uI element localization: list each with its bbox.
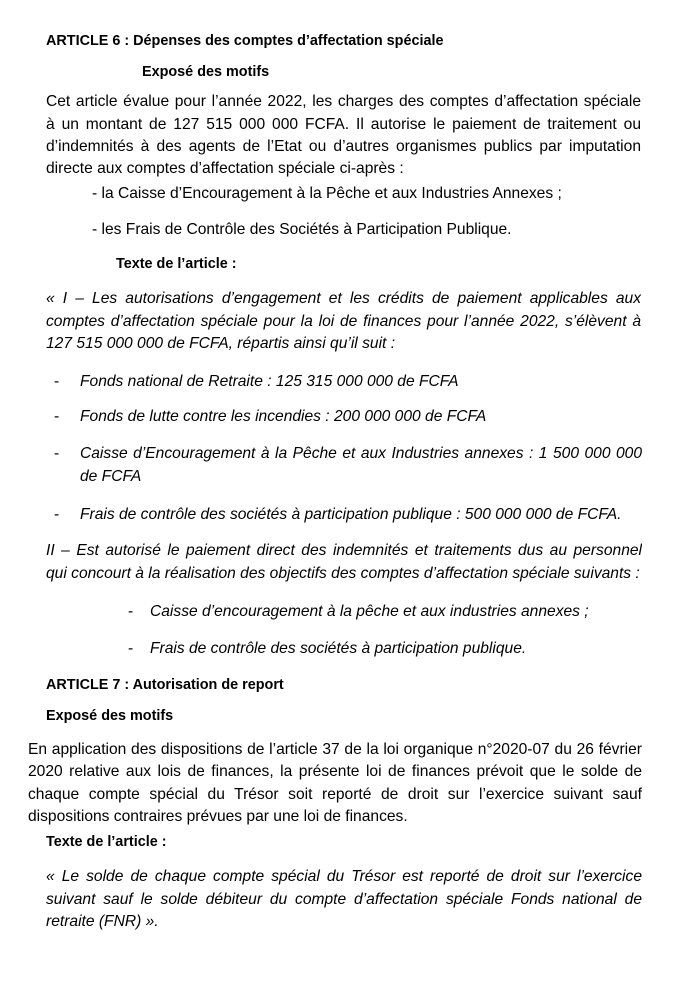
- allocation-item: Frais de contrôle des sociétés à participation publique : 500 000 000 de FCFA.: [80, 506, 622, 523]
- article-7-expose-line: chaque compte spécial du Trésor soit reporté de droit sur l’exercice suivant sauf: [28, 786, 642, 803]
- article-7-expose-line: dispositions contraires prévues par une loi de finances.: [28, 808, 408, 825]
- article-7-texte-line: suivant sauf le solde débiteur du compte d’affectation spéciale Fonds national de: [46, 891, 642, 908]
- article-6-expose-line: directe aux comptes d’affectation spéciale ci-après :: [46, 160, 404, 177]
- list-dash: -: [54, 408, 60, 425]
- allocation-item-continued: de FCFA: [80, 468, 142, 485]
- article-6-part2-line: II – Est autorisé le paiement direct des indemnités et traitements dus au personnel: [46, 542, 642, 559]
- article-6-title: ARTICLE 6 : Dépenses des comptes d’affectation spéciale: [46, 33, 444, 49]
- article-6-texte-heading: Texte de l’article :: [116, 256, 237, 272]
- article-6-expose-line: à un montant de 127 515 000 000 FCFA. Il autorise le paiement de traitement ou: [46, 116, 641, 133]
- allocation-item: Fonds national de Retraite : 125 315 000 000 de FCFA: [80, 373, 459, 390]
- article-6-part1-line: 127 515 000 000 de FCFA, répartis ainsi qu’il suit :: [46, 335, 396, 352]
- article-6-expose-item: - les Frais de Contrôle des Sociétés à Participation Publique.: [92, 221, 512, 238]
- allocation-item: Caisse d’Encouragement à la Pêche et aux Industries annexes : 1 500 000 000: [80, 445, 642, 462]
- article-7-title: ARTICLE 7 : Autorisation de report: [46, 677, 284, 693]
- article-7-texte-heading: Texte de l’article :: [46, 834, 167, 850]
- article-7-texte-line: « Le solde de chaque compte spécial du Trésor est reporté de droit sur l’exercice: [46, 868, 642, 885]
- part2-item: Caisse d’encouragement à la pêche et aux industries annexes ;: [150, 603, 589, 620]
- article-7-texte-line: retraite (FNR) ».: [46, 913, 159, 930]
- article-7-expose-line: En application des dispositions de l’article 37 de la loi organique n°2020-07 du 26 février: [28, 741, 642, 758]
- article-6-part2-line: qui concourt à la réalisation des objectifs des comptes d’affectation spéciale suivants :: [46, 565, 640, 582]
- article-7-expose-heading: Exposé des motifs: [46, 708, 174, 724]
- list-dash: -: [54, 373, 60, 390]
- list-dash: -: [128, 640, 134, 657]
- allocation-item: Fonds de lutte contre les incendies : 200 000 000 de FCFA: [80, 408, 487, 425]
- part2-item: Frais de contrôle des sociétés à participation publique.: [150, 640, 527, 657]
- article-6-part1-line: comptes d’affectation spéciale pour la loi de finances pour l’année 2022, s’élèvent à: [46, 313, 641, 330]
- article-6-expose-line: Cet article évalue pour l’année 2022, les charges des comptes d’affectation spéciale: [46, 93, 641, 110]
- list-dash: -: [54, 445, 60, 462]
- article-6-expose-heading: Exposé des motifs: [142, 64, 270, 80]
- article-7-expose-line: 2020 relative aux lois de finances, la présente loi de finances prévoit que le solde de: [28, 763, 642, 780]
- article-6-expose-item: - la Caisse d’Encouragement à la Pêche et aux Industries Annexes ;: [92, 185, 562, 202]
- article-6-part1-line: « I – Les autorisations d’engagement et les crédits de paiement applicables aux: [46, 290, 641, 307]
- list-dash: -: [54, 506, 60, 523]
- list-dash: -: [128, 603, 134, 620]
- article-6-expose-line: d’indemnités à des agents de l’Etat ou d’autres organismes publics par imputation: [46, 138, 641, 155]
